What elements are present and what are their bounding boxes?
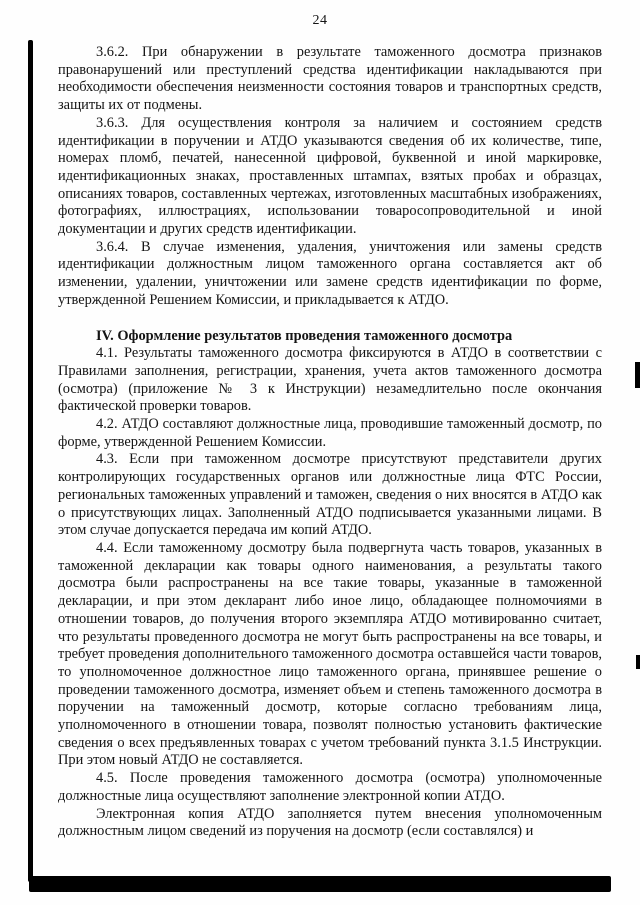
section-heading: IV. Оформление результатов проведения таможенного досмотра: [96, 327, 513, 344]
scan-artifact-right-mark: [635, 362, 640, 388]
scan-artifact-bottom-bar: [29, 876, 611, 892]
paragraph-4-4: 4.4. Если таможенному досмотру была подвергнута часть товаров, указанных в таможенной декларации как товары одного наименования, а результаты такого досмотра были распространены на все такие товары, указанные в таможенной декларации, и при этом декларант либо иное лицо, обладающее полномочиями в отношении товаров, до получения второго экземпляра АТДО мотивированно считает, что результаты проведенного досмотра не могут быть распространены на все товары, и требует проведения дополнительного таможенного досмотра оставшейся части товаров, то уполномоченное должностное лицо таможенного органа, принявшее решение о проведении таможенного досмотра, изменяет объем и степень таможенного досмотра в поручении на таможенный досмотр, которые согласно требованиям лица, уполномоченного в отношении товара, позволят полностью установить фактические сведения о всех предъявленных товарах с учетом требований пункта 3.1.5 Инструкции. При этом новый АТДО не составляется.: [58, 539, 602, 769]
paragraph-4-2: 4.2. АТДО составляют должностные лица, проводившие таможенный досмотр, по форме, утвержденной Решением Комиссии.: [58, 416, 602, 450]
paragraph-4-3: 4.3. Если при таможенном досмотре присутствуют представители других контролирующих государственных органов или должностные лица ФТС России, региональных таможенных управлений и таможен, сведения о них вносятся в АТДО как о присутствующих лицах. Заполненный АТДО подписывается указанными лицами. В этом случае допускается передача им копий АТДО.: [58, 451, 602, 539]
scan-artifact-left-border: [28, 40, 33, 882]
document-body: [58, 44, 602, 841]
paragraph-4-5: 4.5. После проведения таможенного досмотра (осмотра) уполномоченные должностные лица осуществляют заполнение электронной копии АТДО.: [58, 770, 602, 804]
paragraph-3-6-2: 3.6.2. При обнаружении в результате таможенного досмотра признаков правонарушений или преступлений средства идентификации накладываются при необходимости обеспечения неизменности состояния товаров и транспортных средств, защиты их от подмены.: [58, 44, 602, 114]
paragraph-3-6-4: 3.6.4. В случае изменения, удаления, уничтожения или замены средств идентификации должностным лицом таможенного органа составляется акт об изменении, удалении, уничтожении или замене средств идентификации по форме, утвержденной Решением Комиссии, и прикладывается к АТДО.: [58, 238, 602, 308]
scan-artifact-right-mark: [636, 655, 640, 669]
page-number: 24: [312, 13, 328, 28]
paragraph-final: Электронная копия АТДО заполняется путем внесения уполномоченным должностным лицом сведений из поручения на досмотр (если составлялся) и: [58, 805, 602, 840]
paragraph-3-6-3: 3.6.3. Для осуществления контроля за наличием и состоянием средств идентификации в поручении и АТДО указываются сведения об их количестве, типе, номерах пломб, печатей, нанесенной цифровой, буквенной и иной маркировке, идентификационных знаках, проставленных штампах, взятых пробах и образцах, описаниях товаров, составленных чертежах, изготовленных масштабных изображениях, фотографиях, иллюстрациях, использовании товаросопроводительной и иной документации и других средств идентификации.: [58, 114, 602, 238]
paragraph-4-1: 4.1. Результаты таможенного досмотра фиксируются в АТДО в соответствии с Правилами заполнения, регистрации, хранения, учета актов таможенного досмотра (осмотра) (приложение № 3 к Инструкции) незамедлительно после окончания фактической проверки товаров.: [58, 345, 602, 415]
